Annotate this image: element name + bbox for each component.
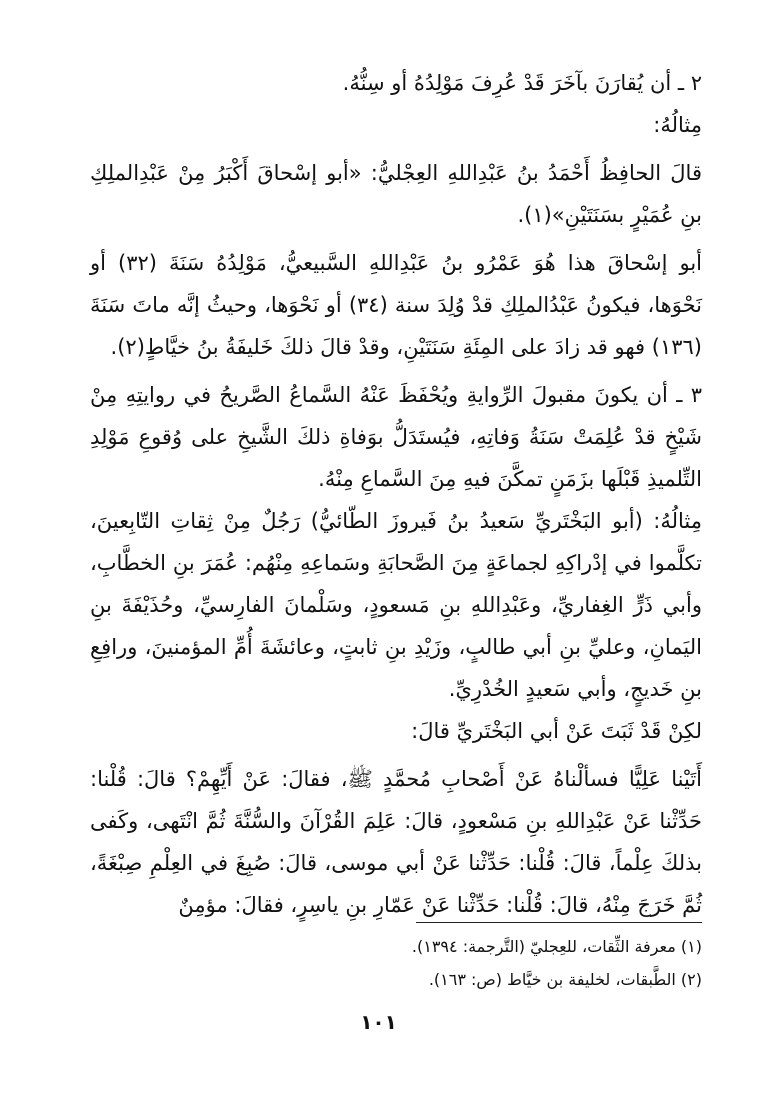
footnote-1: (١) معرفة الثِّقات، للعِجليّ (التَّرجمة: ١٣٩٤).: [411, 937, 702, 956]
footnote-separator: [416, 922, 702, 923]
paragraph-condition-2: ٢ ـ أن يُقارَنَ بآخَرَ قَدْ عُرِفَ مَوْلِدُهُ أو سِنُّهُ.: [342, 71, 702, 95]
footnotes: [90, 930, 702, 996]
paragraph-ijli-quote: قالَ الحافِظُ أَحْمَدُ بنُ عَبْدِاللهِ العِجْليُّ: «أبو إسْحاقَ أَكْبَرُ مِنْ عَبْدِالملِكِ بنِ عُمَيْرٍ بسَنَتَيْنِ»(١).: [90, 161, 702, 227]
main-text: [90, 62, 702, 926]
paragraph-but-proven: لكِنْ قَدْ ثَبَتَ عَنْ أبي البَخْتَريِّ قالَ:: [411, 719, 702, 743]
paragraph-condition-3: ٣ ـ أن يكونَ مقبولَ الرِّوايةِ ويُحْفَظَ عَنْهُ السَّماعُ الصَّريحُ في روايتِهِ مِنْ شَيْخٍ قدْ عُلِمَتْ سَنَةُ وَفاتِهِ، فيُستَدَلُّ بوَفاةِ ذلكَ الشَّيخِ على وُقوعِ مَوْلِدِ التِّلميذِ قَبْلَها بزَمَنٍ تمكَّنَ فيهِ مِنَ السَّماعِ مِنْهُ.: [90, 383, 702, 491]
paragraph-example-bakhtari: مِثالُهُ: (أبو البَخْتَريِّ سَعيدُ بنُ فَيروزَ الطّائيُّ) رَجُلٌ مِنْ ثِقاتِ التّابِعينَ، تكلَّموا في إدْراكِهِ لجماعَةٍ مِنَ الصَّحابَةِ وسَماعِهِ مِنْهُم: عُمَرَ بنِ الخطَّابِ، وأبي ذَرٍّ الغِفاريِّ، وعَبْدِاللهِ بنِ مَسعودٍ، وسَلْمانَ الفارِسيِّ، وحُذَيْفَةَ بنِ اليَمانِ، وعليِّ بنِ أبي طالبٍ، وزَيْدِ بنِ ثابتٍ، وعائشَةَ أُمِّ المؤمنينَ، ورافِعِ بنِ خَديجٍ، وأبي سَعيدٍ الخُدْرِيِّ.: [90, 509, 702, 701]
paragraph-narration: أَتَيْنا عَلِيًّا فسألْناهُ عَنْ أَصْحابِ مُحمَّدٍ ﷺ، فقالَ: عَنْ أَيِّهِمْ؟ قالَ: قُلْنا: حَدِّثْنا عَنْ عَبْدِاللهِ بنِ مَسْعودٍ، قالَ: عَلِمَ القُرْآنَ والسُّنَّةَ ثُمَّ انْتَهى، وكَفى بذلكَ عِلْماً، قالَ: قُلْنا: حَدِّثْنا عَنْ أبي موسى، قالَ: صُبِغَ في العِلْمِ صِبْغَةً، ثُمَّ خَرَجَ مِنْهُ، قالَ: قُلْنا: حَدِّثْنا عَنْ عَمّارِ بنِ ياسِرٍ، فقالَ: مؤمِنٌ: [90, 767, 702, 917]
paragraph-abu-ishaq: أبو إسْحاقَ هذا هُوَ عَمْرُو بنُ عَبْدِاللهِ السَّبيعيُّ، مَوْلِدُهُ سَنَةَ (٣٢) أو نَحْوَها، فيكونُ عَبْدُالملِكِ قدْ وُلِدَ سنة (٣٤) أو نَحْوَها، وحيثُ إنَّه ماتَ سَنَةَ (١٣٦) فهو قد زادَ على المِئَةِ سَنَتَيْنِ، وقدْ قالَ ذلكَ خَليفَةُ بنُ خيَّاطٍ(٢).: [90, 251, 702, 359]
page-number: ١٠١: [360, 1010, 397, 1034]
example-heading: مِثالُهُ:: [653, 113, 702, 137]
footnote-2: (٢) الطَّبقات، لخليفة بن خيَّاط (ص: ١٦٣).: [428, 970, 702, 989]
